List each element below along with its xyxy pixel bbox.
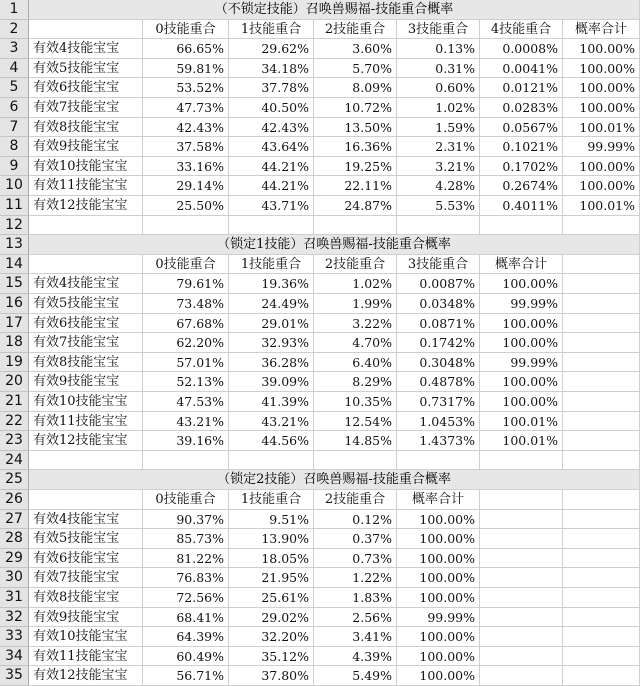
- row-number[interactable]: 31: [0, 588, 29, 608]
- value-cell[interactable]: 99.99%: [480, 294, 563, 314]
- value-cell[interactable]: 76.83%: [143, 568, 229, 588]
- sheet-row: [0, 314, 640, 334]
- value-cell[interactable]: 0.7317%: [397, 392, 480, 412]
- value-cell[interactable]: 0.0567%: [480, 118, 563, 138]
- value-cell[interactable]: 100.00%: [397, 529, 480, 549]
- row-label-cell[interactable]: 有效11技能宝宝: [29, 176, 143, 196]
- value-cell[interactable]: 37.80%: [229, 666, 314, 686]
- row-number[interactable]: 18: [0, 333, 29, 353]
- value-cell[interactable]: 29.01%: [229, 314, 314, 334]
- row-label-cell[interactable]: 有效7技能宝宝: [29, 333, 143, 353]
- value-cell[interactable]: 32.93%: [229, 333, 314, 353]
- value-cell[interactable]: 6.40%: [314, 353, 397, 373]
- row-number[interactable]: 21: [0, 392, 29, 412]
- sheet-row: [0, 333, 640, 353]
- sheet-row: [0, 588, 640, 608]
- column-header[interactable]: 2技能重合: [314, 20, 397, 40]
- value-cell[interactable]: 37.78%: [229, 78, 314, 98]
- value-cell[interactable]: 43.21%: [143, 412, 229, 432]
- value-cell[interactable]: 29.14%: [143, 176, 229, 196]
- empty-cell[interactable]: [563, 392, 640, 412]
- value-cell[interactable]: 2.31%: [397, 137, 480, 157]
- row-number[interactable]: 1: [0, 0, 29, 20]
- empty-cell[interactable]: [480, 529, 563, 549]
- row-number[interactable]: 22: [0, 412, 29, 432]
- empty-cell[interactable]: [480, 510, 563, 530]
- sheet-row: [0, 255, 640, 275]
- sheet-row: [0, 78, 640, 98]
- value-cell[interactable]: 0.12%: [314, 510, 397, 530]
- column-header[interactable]: 概率合计: [480, 255, 563, 275]
- empty-cell[interactable]: [563, 431, 640, 451]
- value-cell[interactable]: 100.00%: [480, 333, 563, 353]
- value-cell[interactable]: 41.39%: [229, 392, 314, 412]
- empty-cell[interactable]: [480, 451, 563, 471]
- empty-cell[interactable]: [314, 451, 397, 471]
- value-cell[interactable]: 32.20%: [229, 627, 314, 647]
- value-cell[interactable]: 0.0283%: [480, 98, 563, 118]
- empty-cell[interactable]: [563, 216, 640, 236]
- row-number[interactable]: 2: [0, 20, 29, 40]
- value-cell[interactable]: 100.00%: [563, 98, 640, 118]
- empty-cell[interactable]: [563, 255, 640, 275]
- value-cell[interactable]: 19.36%: [229, 274, 314, 294]
- value-cell[interactable]: 66.65%: [143, 39, 229, 59]
- row-number[interactable]: 34: [0, 647, 29, 667]
- empty-cell[interactable]: [229, 451, 314, 471]
- value-cell[interactable]: 5.70%: [314, 59, 397, 79]
- value-cell[interactable]: 39.09%: [229, 372, 314, 392]
- column-header[interactable]: 概率合计: [563, 20, 640, 40]
- section-title[interactable]: （锁定2技能）召唤兽赐福-技能重合概率: [29, 470, 640, 490]
- sheet-row: [0, 568, 640, 588]
- row-label-cell[interactable]: 有效11技能宝宝: [29, 412, 143, 432]
- value-cell[interactable]: 24.49%: [229, 294, 314, 314]
- empty-cell[interactable]: [563, 412, 640, 432]
- sheet-row: [0, 490, 640, 510]
- sheet-row: [0, 98, 640, 118]
- row-label-cell[interactable]: 有效7技能宝宝: [29, 98, 143, 118]
- value-cell[interactable]: 3.60%: [314, 39, 397, 59]
- empty-cell[interactable]: [480, 627, 563, 647]
- value-cell[interactable]: 100.00%: [563, 39, 640, 59]
- sheet-row: [0, 274, 640, 294]
- row-label-cell[interactable]: 有效10技能宝宝: [29, 627, 143, 647]
- row-label-cell[interactable]: 有效4技能宝宝: [29, 274, 143, 294]
- row-number[interactable]: 25: [0, 470, 29, 490]
- sheet-row: [0, 451, 640, 471]
- row-number[interactable]: 19: [0, 353, 29, 373]
- value-cell[interactable]: 0.31%: [397, 59, 480, 79]
- row-label-cell[interactable]: 有效8技能宝宝: [29, 353, 143, 373]
- value-cell[interactable]: 100.00%: [563, 157, 640, 177]
- value-cell[interactable]: 99.99%: [563, 137, 640, 157]
- value-cell[interactable]: 64.39%: [143, 627, 229, 647]
- value-cell[interactable]: 35.12%: [229, 647, 314, 667]
- section-title[interactable]: （不锁定技能）召唤兽赐福-技能重合概率: [29, 0, 640, 20]
- empty-cell[interactable]: [563, 647, 640, 667]
- value-cell[interactable]: 72.56%: [143, 588, 229, 608]
- value-cell[interactable]: 5.53%: [397, 196, 480, 216]
- row-number[interactable]: 12: [0, 216, 29, 236]
- value-cell[interactable]: 100.01%: [480, 412, 563, 432]
- value-cell[interactable]: 8.29%: [314, 372, 397, 392]
- sheet-row: [0, 294, 640, 314]
- value-cell[interactable]: 43.71%: [229, 196, 314, 216]
- row-label-cell[interactable]: 有效10技能宝宝: [29, 392, 143, 412]
- row-label-cell[interactable]: 有效6技能宝宝: [29, 78, 143, 98]
- value-cell[interactable]: 68.41%: [143, 608, 229, 628]
- value-cell[interactable]: 14.85%: [314, 431, 397, 451]
- row-label-cell[interactable]: 有效5技能宝宝: [29, 59, 143, 79]
- value-cell[interactable]: 0.0121%: [480, 78, 563, 98]
- value-cell[interactable]: 85.73%: [143, 529, 229, 549]
- value-cell[interactable]: 1.4373%: [397, 431, 480, 451]
- value-cell[interactable]: 0.60%: [397, 78, 480, 98]
- row-label-cell[interactable]: 有效9技能宝宝: [29, 372, 143, 392]
- sheet-row: [0, 608, 640, 628]
- value-cell[interactable]: 100.01%: [480, 431, 563, 451]
- sheet-row: [0, 196, 640, 216]
- value-cell[interactable]: 0.3048%: [397, 353, 480, 373]
- value-cell[interactable]: 43.64%: [229, 137, 314, 157]
- empty-cell[interactable]: [480, 549, 563, 569]
- value-cell[interactable]: 67.68%: [143, 314, 229, 334]
- sheet-row: [0, 627, 640, 647]
- row-label-cell[interactable]: 有效6技能宝宝: [29, 549, 143, 569]
- column-header[interactable]: 3技能重合: [397, 20, 480, 40]
- value-cell[interactable]: 22.11%: [314, 176, 397, 196]
- value-cell[interactable]: 100.00%: [397, 549, 480, 569]
- sheet-row: [0, 412, 640, 432]
- row-number[interactable]: 9: [0, 157, 29, 177]
- empty-cell[interactable]: [143, 216, 229, 236]
- value-cell[interactable]: 1.02%: [314, 274, 397, 294]
- value-cell[interactable]: 0.2674%: [480, 176, 563, 196]
- row-number[interactable]: 13: [0, 235, 29, 255]
- row-number[interactable]: 7: [0, 118, 29, 138]
- column-header[interactable]: 3技能重合: [397, 255, 480, 275]
- value-cell[interactable]: 34.18%: [229, 59, 314, 79]
- value-cell[interactable]: 56.71%: [143, 666, 229, 686]
- value-cell[interactable]: 100.00%: [563, 59, 640, 79]
- value-cell[interactable]: 1.22%: [314, 568, 397, 588]
- value-cell[interactable]: 47.73%: [143, 98, 229, 118]
- sheet-row: [0, 0, 640, 20]
- empty-cell[interactable]: [563, 588, 640, 608]
- value-cell[interactable]: 53.52%: [143, 78, 229, 98]
- empty-cell[interactable]: [480, 216, 563, 236]
- empty-cell[interactable]: [480, 666, 563, 686]
- row-number[interactable]: 5: [0, 78, 29, 98]
- value-cell[interactable]: 29.02%: [229, 608, 314, 628]
- value-cell[interactable]: 4.39%: [314, 647, 397, 667]
- value-cell[interactable]: 13.90%: [229, 529, 314, 549]
- empty-cell[interactable]: [563, 666, 640, 686]
- sheet-row: [0, 510, 640, 530]
- value-cell[interactable]: 100.00%: [397, 568, 480, 588]
- row-label-cell[interactable]: 有效5技能宝宝: [29, 529, 143, 549]
- value-cell[interactable]: 25.61%: [229, 588, 314, 608]
- empty-cell[interactable]: [563, 294, 640, 314]
- value-cell[interactable]: 1.83%: [314, 588, 397, 608]
- empty-cell[interactable]: [563, 608, 640, 628]
- value-cell[interactable]: 0.1021%: [480, 137, 563, 157]
- row-number[interactable]: 33: [0, 627, 29, 647]
- value-cell[interactable]: 0.4011%: [480, 196, 563, 216]
- empty-cell[interactable]: [563, 490, 640, 510]
- value-cell[interactable]: 100.00%: [480, 392, 563, 412]
- empty-cell[interactable]: [563, 510, 640, 530]
- sheet-row: [0, 392, 640, 412]
- row-number[interactable]: 28: [0, 529, 29, 549]
- row-label-cell[interactable]: 有效12技能宝宝: [29, 666, 143, 686]
- value-cell[interactable]: 37.58%: [143, 137, 229, 157]
- row-number[interactable]: 32: [0, 608, 29, 628]
- value-cell[interactable]: 100.00%: [480, 274, 563, 294]
- empty-cell[interactable]: [480, 608, 563, 628]
- value-cell[interactable]: 100.00%: [397, 588, 480, 608]
- row-number[interactable]: 23: [0, 431, 29, 451]
- row-label-cell[interactable]: 有效8技能宝宝: [29, 588, 143, 608]
- row-number[interactable]: 29: [0, 549, 29, 569]
- sheet-row: [0, 157, 640, 177]
- column-header[interactable]: 0技能重合: [143, 20, 229, 40]
- sheet-row: [0, 118, 640, 138]
- sheet-row: [0, 235, 640, 255]
- empty-cell[interactable]: [563, 451, 640, 471]
- empty-cell[interactable]: [563, 372, 640, 392]
- empty-cell[interactable]: [563, 568, 640, 588]
- empty-cell[interactable]: [563, 274, 640, 294]
- value-cell[interactable]: 100.00%: [397, 510, 480, 530]
- row-number[interactable]: 24: [0, 451, 29, 471]
- row-number[interactable]: 6: [0, 98, 29, 118]
- value-cell[interactable]: 99.99%: [480, 353, 563, 373]
- value-cell[interactable]: 5.49%: [314, 666, 397, 686]
- value-cell[interactable]: 59.81%: [143, 59, 229, 79]
- value-cell[interactable]: 79.61%: [143, 274, 229, 294]
- empty-cell[interactable]: [480, 588, 563, 608]
- value-cell[interactable]: 0.0348%: [397, 294, 480, 314]
- row-number[interactable]: 30: [0, 568, 29, 588]
- row-number[interactable]: 14: [0, 255, 29, 275]
- value-cell[interactable]: 60.49%: [143, 647, 229, 667]
- value-cell[interactable]: 62.20%: [143, 333, 229, 353]
- value-cell[interactable]: 43.21%: [229, 412, 314, 432]
- row-number[interactable]: 17: [0, 314, 29, 334]
- value-cell[interactable]: 42.43%: [229, 118, 314, 138]
- value-cell[interactable]: 29.62%: [229, 39, 314, 59]
- value-cell[interactable]: 0.0087%: [397, 274, 480, 294]
- column-header[interactable]: 1技能重合: [229, 20, 314, 40]
- value-cell[interactable]: 73.48%: [143, 294, 229, 314]
- sheet-row: [0, 647, 640, 667]
- value-cell[interactable]: 0.73%: [314, 549, 397, 569]
- row-label-cell[interactable]: 有效5技能宝宝: [29, 294, 143, 314]
- empty-cell[interactable]: [563, 333, 640, 353]
- row-number[interactable]: 26: [0, 490, 29, 510]
- value-cell[interactable]: 0.4878%: [397, 372, 480, 392]
- value-cell[interactable]: 4.70%: [314, 333, 397, 353]
- row-number[interactable]: 11: [0, 196, 29, 216]
- row-label-cell[interactable]: 有效10技能宝宝: [29, 157, 143, 177]
- sheet-row: [0, 353, 640, 373]
- value-cell[interactable]: 100.01%: [563, 118, 640, 138]
- value-cell[interactable]: 0.1742%: [397, 333, 480, 353]
- row-number[interactable]: 20: [0, 372, 29, 392]
- row-number[interactable]: 27: [0, 510, 29, 530]
- value-cell[interactable]: 42.43%: [143, 118, 229, 138]
- empty-cell[interactable]: [29, 451, 143, 471]
- row-label-cell[interactable]: 有效4技能宝宝: [29, 510, 143, 530]
- value-cell[interactable]: 10.35%: [314, 392, 397, 412]
- row-label-cell[interactable]: 有效11技能宝宝: [29, 647, 143, 667]
- sheet-row: [0, 216, 640, 236]
- value-cell[interactable]: 44.21%: [229, 157, 314, 177]
- value-cell[interactable]: 25.50%: [143, 196, 229, 216]
- value-cell[interactable]: 3.22%: [314, 314, 397, 334]
- value-cell[interactable]: 100.00%: [480, 372, 563, 392]
- sheet-row: [0, 470, 640, 490]
- section-title[interactable]: （锁定1技能）召唤兽赐福-技能重合概率: [29, 235, 640, 255]
- value-cell[interactable]: 44.56%: [229, 431, 314, 451]
- sheet-row: [0, 529, 640, 549]
- value-cell[interactable]: 3.21%: [397, 157, 480, 177]
- row-label-cell[interactable]: 有效7技能宝宝: [29, 568, 143, 588]
- value-cell[interactable]: 8.09%: [314, 78, 397, 98]
- value-cell[interactable]: 44.21%: [229, 176, 314, 196]
- header-cell[interactable]: [29, 255, 143, 275]
- value-cell[interactable]: 40.50%: [229, 98, 314, 118]
- sheet-row: [0, 372, 640, 392]
- empty-cell[interactable]: [397, 216, 480, 236]
- row-number[interactable]: 8: [0, 137, 29, 157]
- empty-cell[interactable]: [563, 549, 640, 569]
- column-header[interactable]: 0技能重合: [143, 490, 229, 510]
- value-cell[interactable]: 3.41%: [314, 627, 397, 647]
- value-cell[interactable]: 100.00%: [563, 176, 640, 196]
- value-cell[interactable]: 100.00%: [480, 314, 563, 334]
- value-cell[interactable]: 1.59%: [397, 118, 480, 138]
- empty-cell[interactable]: [229, 216, 314, 236]
- value-cell[interactable]: 100.00%: [397, 647, 480, 667]
- value-cell[interactable]: 33.16%: [143, 157, 229, 177]
- empty-cell[interactable]: [397, 451, 480, 471]
- value-cell[interactable]: 100.00%: [563, 78, 640, 98]
- empty-cell[interactable]: [29, 216, 143, 236]
- column-header[interactable]: 2技能重合: [314, 490, 397, 510]
- value-cell[interactable]: 16.36%: [314, 137, 397, 157]
- empty-cell[interactable]: [480, 647, 563, 667]
- column-header[interactable]: 4技能重合: [480, 20, 563, 40]
- empty-cell[interactable]: [563, 314, 640, 334]
- column-header[interactable]: 概率合计: [397, 490, 480, 510]
- row-number[interactable]: 3: [0, 39, 29, 59]
- value-cell[interactable]: 0.0041%: [480, 59, 563, 79]
- empty-cell[interactable]: [480, 490, 563, 510]
- row-number[interactable]: 4: [0, 59, 29, 79]
- value-cell[interactable]: 90.37%: [143, 510, 229, 530]
- value-cell[interactable]: 1.02%: [397, 98, 480, 118]
- value-cell[interactable]: 0.37%: [314, 529, 397, 549]
- value-cell[interactable]: 9.51%: [229, 510, 314, 530]
- empty-cell[interactable]: [563, 353, 640, 373]
- value-cell[interactable]: 24.87%: [314, 196, 397, 216]
- value-cell[interactable]: 13.50%: [314, 118, 397, 138]
- row-label-cell[interactable]: 有效8技能宝宝: [29, 118, 143, 138]
- value-cell[interactable]: 21.95%: [229, 568, 314, 588]
- row-label-cell[interactable]: 有效9技能宝宝: [29, 608, 143, 628]
- value-cell[interactable]: 0.0008%: [480, 39, 563, 59]
- row-label-cell[interactable]: 有效12技能宝宝: [29, 196, 143, 216]
- value-cell[interactable]: 47.53%: [143, 392, 229, 412]
- row-label-cell[interactable]: 有效6技能宝宝: [29, 314, 143, 334]
- sheet-row: [0, 59, 640, 79]
- value-cell[interactable]: 99.99%: [397, 608, 480, 628]
- value-cell[interactable]: 81.22%: [143, 549, 229, 569]
- value-cell[interactable]: 0.13%: [397, 39, 480, 59]
- value-cell[interactable]: 4.28%: [397, 176, 480, 196]
- value-cell[interactable]: 100.00%: [397, 627, 480, 647]
- sheet-row: [0, 431, 640, 451]
- header-cell[interactable]: [29, 490, 143, 510]
- value-cell[interactable]: 52.13%: [143, 372, 229, 392]
- empty-cell[interactable]: [480, 568, 563, 588]
- row-number[interactable]: 35: [0, 666, 29, 686]
- value-cell[interactable]: 0.1702%: [480, 157, 563, 177]
- header-cell[interactable]: [29, 20, 143, 40]
- row-label-cell[interactable]: 有效12技能宝宝: [29, 431, 143, 451]
- value-cell[interactable]: 100.01%: [563, 196, 640, 216]
- value-cell[interactable]: 18.05%: [229, 549, 314, 569]
- value-cell[interactable]: 1.99%: [314, 294, 397, 314]
- sheet-row: [0, 137, 640, 157]
- row-number[interactable]: 10: [0, 176, 29, 196]
- column-header[interactable]: 1技能重合: [229, 255, 314, 275]
- value-cell[interactable]: 2.56%: [314, 608, 397, 628]
- sheet-row: [0, 549, 640, 569]
- sheet-row: [0, 176, 640, 196]
- value-cell[interactable]: 0.0871%: [397, 314, 480, 334]
- empty-cell[interactable]: [314, 216, 397, 236]
- empty-cell[interactable]: [563, 529, 640, 549]
- row-label-cell[interactable]: 有效9技能宝宝: [29, 137, 143, 157]
- value-cell[interactable]: 10.72%: [314, 98, 397, 118]
- column-header[interactable]: 0技能重合: [143, 255, 229, 275]
- empty-cell[interactable]: [143, 451, 229, 471]
- value-cell[interactable]: 12.54%: [314, 412, 397, 432]
- row-number[interactable]: 15: [0, 274, 29, 294]
- value-cell[interactable]: 36.28%: [229, 353, 314, 373]
- value-cell[interactable]: 39.16%: [143, 431, 229, 451]
- sheet-row: [0, 39, 640, 59]
- value-cell[interactable]: 1.0453%: [397, 412, 480, 432]
- row-label-cell[interactable]: 有效4技能宝宝: [29, 39, 143, 59]
- value-cell[interactable]: 100.00%: [397, 666, 480, 686]
- empty-cell[interactable]: [563, 627, 640, 647]
- value-cell[interactable]: 57.01%: [143, 353, 229, 373]
- sheet-row: [0, 20, 640, 40]
- sheet-row: [0, 666, 640, 686]
- row-number[interactable]: 16: [0, 294, 29, 314]
- value-cell[interactable]: 19.25%: [314, 157, 397, 177]
- column-header[interactable]: 2技能重合: [314, 255, 397, 275]
- column-header[interactable]: 1技能重合: [229, 490, 314, 510]
